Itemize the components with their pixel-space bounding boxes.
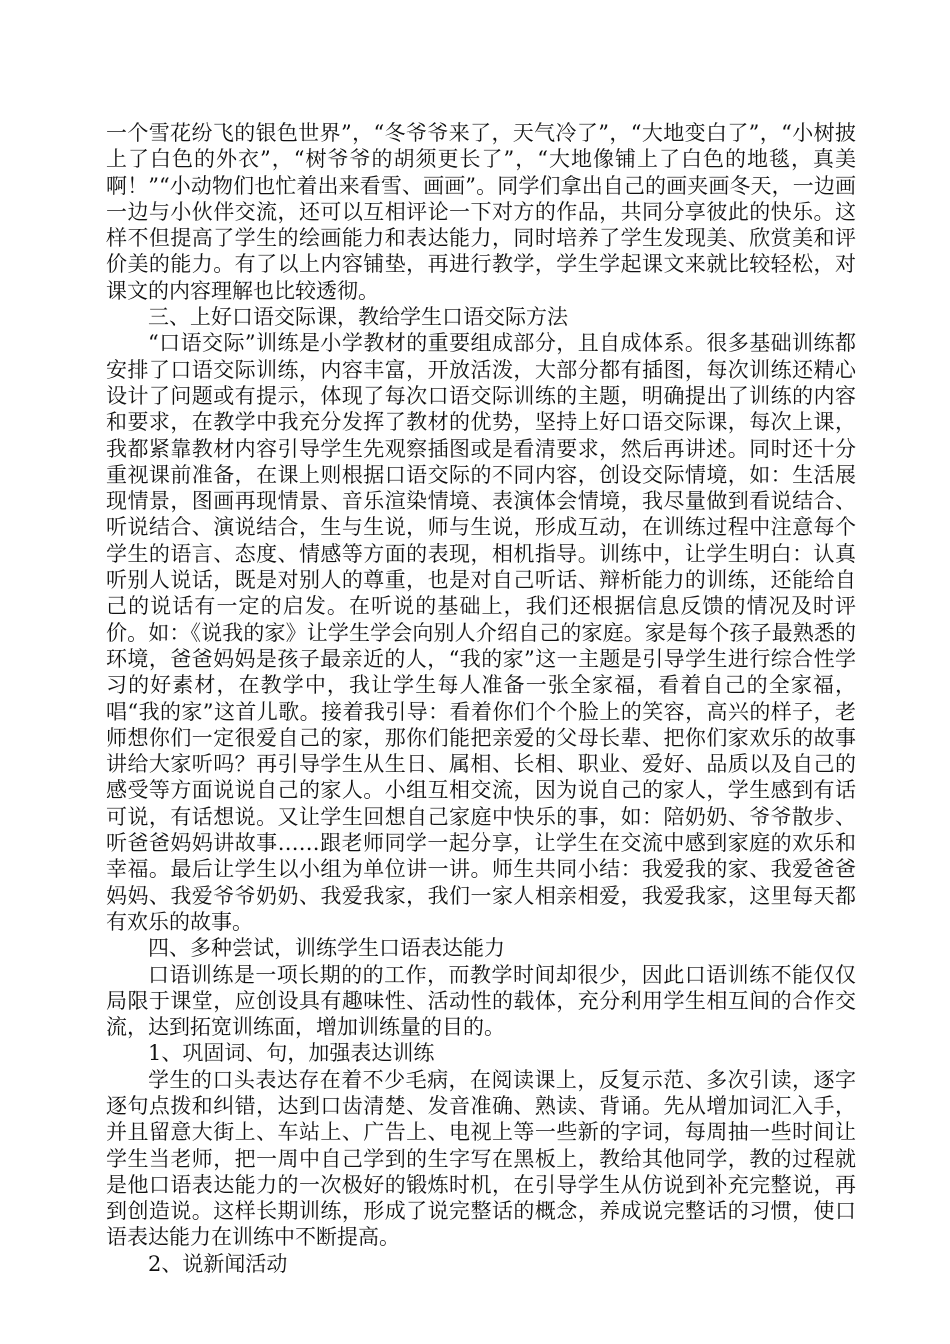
paragraph-oral-training: 口语训练是一项长期的的工作，而教学时间却很少，因此口语训练不能仅仅局限于课堂，应创设具有趣味性、活动性的载体，充分利用学生相互间的合作交流，达到拓宽训练面，增加训练量的目的。: [106, 962, 856, 1040]
document-body: [106, 120, 856, 1277]
paragraph-expression-training: 学生的口头表达存在着不少毛病，在阅读课上，反复示范、多次引读，逐字逐句点拨和纠错，达到口齿清楚、发音准确、熟读、背诵。先从增加词汇入手，并且留意大街上、车站上、广告上、电视上等一些新的字词，每周抽一些时间让学生当老师，把一周中自己学到的生字写在黑板上，教给其他同学，教的过程就是他口语表达能力的一次极好的锻炼时机，在引导学生从仿说到补充完整说，再到创造说。这样长期训练，形成了说完整话的概念，养成说完整话的习惯，使口语表达能力在训练中不断提高。: [106, 1067, 856, 1250]
subheading-2: 2、说新闻活动: [148, 1251, 288, 1276]
subheading-1: 1、巩固词、句，加强表达训练: [148, 1041, 435, 1066]
section-heading-4: 四、多种尝试，训练学生口语表达能力: [148, 936, 505, 961]
paragraph-oral-communication: “口语交际”训练是小学教材的重要组成部分，且自成体系。很多基础训练都安排了口语交际训练，内容丰富，开放活泼，大部分都有插图，每次训练还精心设计了问题或有提示，体现了每次口语交际训练的主题，明确提出了训练的内容和要求，在教学中我充分发挥了教材的优势，坚持上好口语交际课，每次上课，我都紧靠教材内容引导学生先观察插图或是看清要求，然后再讲述。同时还十分重视课前准备，在课上则根据口语交际的不同内容，创设交际情境，如：生活展现情景，图画再现情景、音乐渲染情境、表演体会情境，我尽量做到看说结合、听说结合、演说结合，生与生说，师与生说，形成互动，在训练过程中注意每个学生的语言、态度、情感等方面的表现，相机指导。训练中，让学生明白：认真听别人说话，既是对别人的尊重，也是对自己听话、辩析能力的训练，还能给自己的说话有一定的启发。在听说的基础上，我们还根据信息反馈的情况及时评价。如：《说我的家》让学生学会向别人介绍自己的家庭。家是每个孩子最熟悉的环境，爸爸妈妈是孩子最亲近的人，“我的家”这一主题是引导学生进行综合性学习的好素材，在教学中，我让学生每人准备一张全家福，看着自己的全家福，唱“我的家”这首儿歌。接着我引导：看着你们个个脸上的笑容，高兴的样子，老师想你们一定很爱自己的家，那你们能把亲爱的父母长辈、把你们家欢乐的故事讲给大家听吗？再引导学生从生日、属相、长相、职业、爱好、品质以及自己的感受等方面说说自己的家人。小组互相交流，因为说自己的家人，学生感到有话可说，有话想说。又让学生回想自己家庭中快乐的事，如：陪奶奶、爷爷散步、听爸爸妈妈讲故事……跟老师同学一起分享，让学生在交流中感到家庭的欢乐和幸福。最后让学生以小组为单位讲一讲。师生共同小结：我爱我的家、我爱爸爸妈妈、我爱爷爷奶奶、我爱我家，我们一家人相亲相爱，我爱我家，这里每天都有欢乐的故事。: [106, 331, 856, 934]
paragraph-continuation: 一个雪花纷飞的银色世界”，“冬爷爷来了，天气冷了”，“大地变白了”，“小树披上了白色的外衣”，“树爷爷的胡须更长了”，“大地像铺上了白色的地毯，真美啊！”“小动物们也忙着出来看雪、画画”。同学们拿出自己的画夹画冬天，一边画一边与小伙伴交流，还可以互相评论一下对方的作品，共同分享彼此的快乐。这样不但提高了学生的绘画能力和表达能力，同时培养了学生发现美、欣赏美和评价美的能力。有了以上内容铺垫，再进行教学，学生学起课文来就比较轻松，对课文的内容理解也比较透彻。: [106, 121, 856, 303]
section-heading-3: 三、上好口语交际课，教给学生口语交际方法: [148, 305, 568, 330]
